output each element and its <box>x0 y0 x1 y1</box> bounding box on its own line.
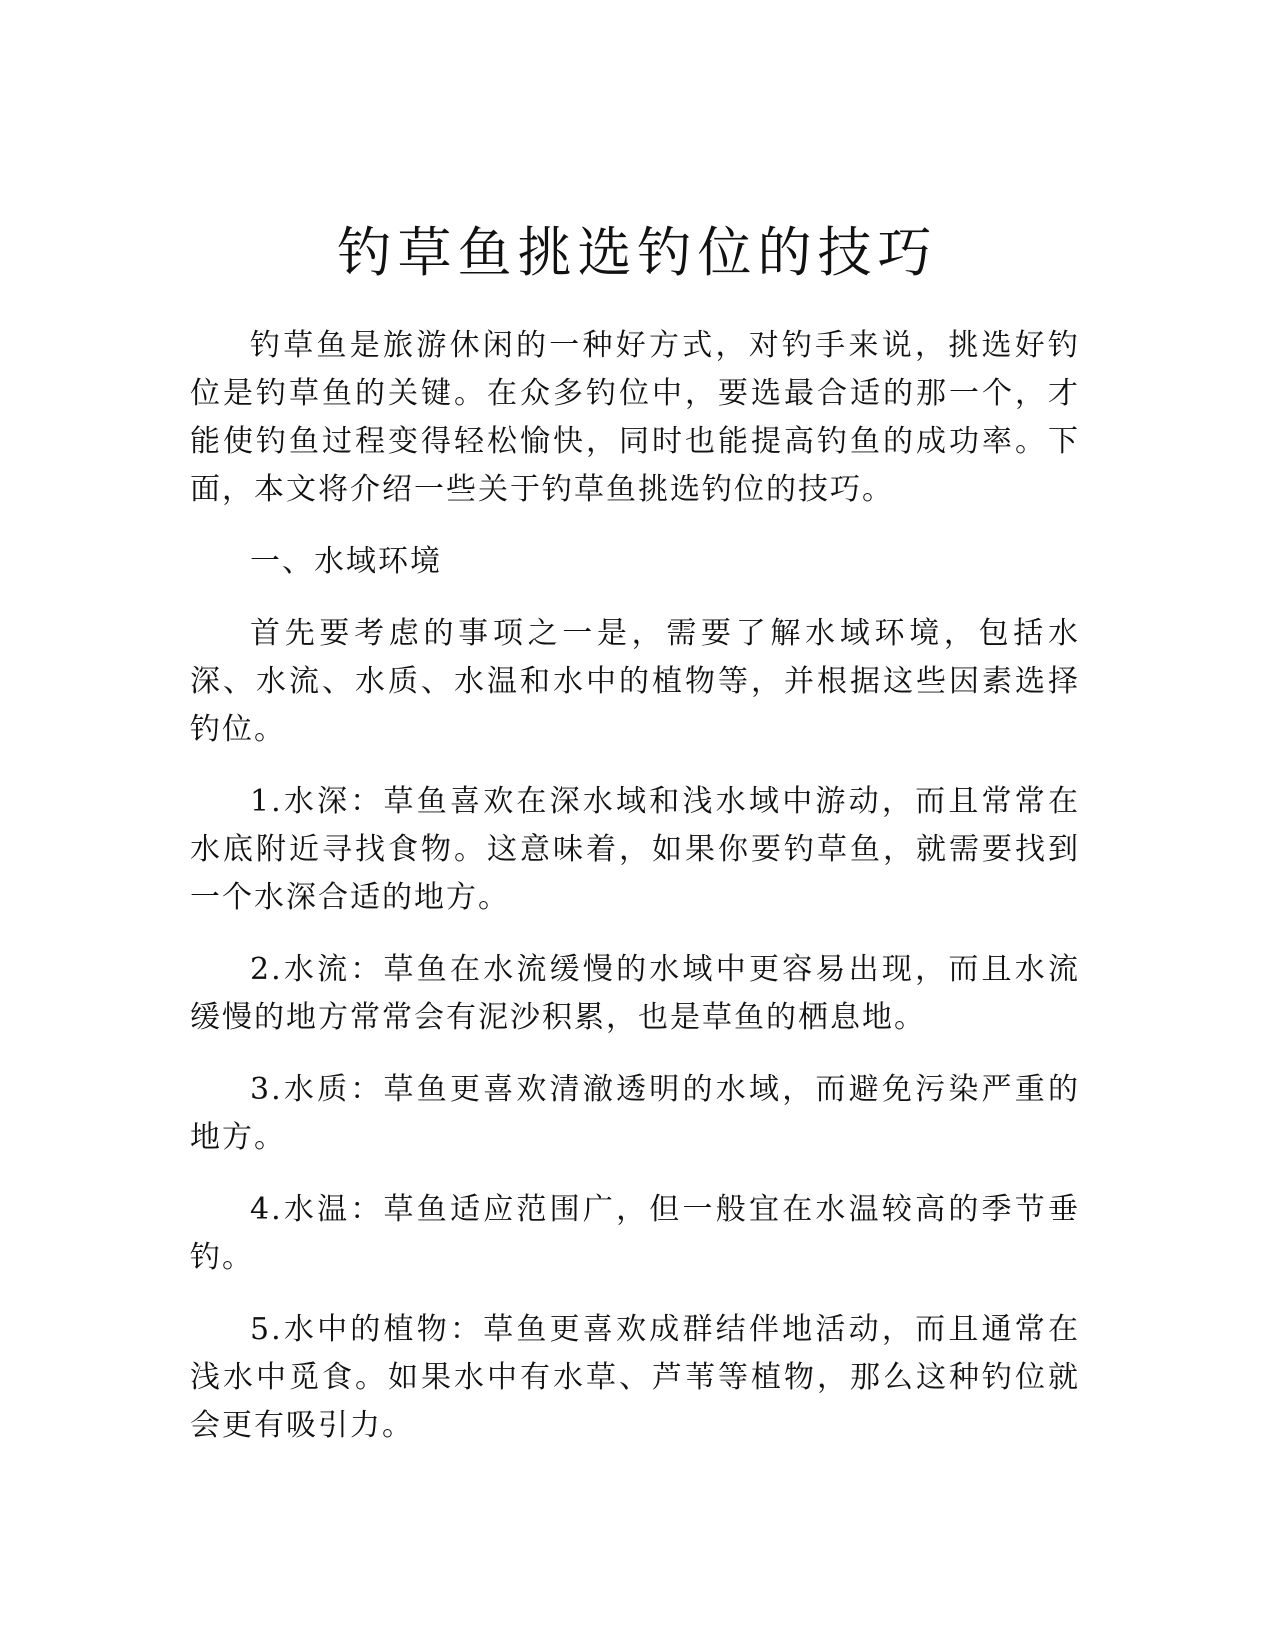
item-water-plants: 5.水中的植物：草鱼更喜欢成群结伴地活动，而且通常在浅水中觅食。如果水中有水草、芦苇等植物，那么这种钓位就会更有吸引力。 <box>190 1312 1080 1443</box>
section-intro-paragraph: 首先要考虑的事项之一是，需要了解水域环境，包括水深、水流、水质、水温和水中的植物等，并根据这些因素选择钓位。 <box>190 616 1080 747</box>
document-body <box>190 322 1080 1474</box>
intro-paragraph: 钓草鱼是旅游休闲的一种好方式，对钓手来说，挑选好钓位是钓草鱼的关键。在众多钓位中，要选最合适的那一个，才能使钓鱼过程变得轻松愉快，同时也能提高钓鱼的成功率。下面，本文将介绍一些关于钓草鱼挑选钓位的技巧。 <box>190 328 1080 507</box>
item-water-flow: 2.水流：草鱼在水流缓慢的水域中更容易出现，而且水流缓慢的地方常常会有泥沙积累，也是草鱼的栖息地。 <box>190 952 1080 1035</box>
item-water-temperature: 4.水温：草鱼适应范围广，但一般宜在水温较高的季节垂钓。 <box>190 1192 1080 1275</box>
item-water-quality: 3.水质：草鱼更喜欢清澈透明的水域，而避免污染严重的地方。 <box>190 1072 1080 1155</box>
section-heading-water-environment: 一、水域环境 <box>250 544 442 579</box>
item-water-depth: 1.水深：草鱼喜欢在深水域和浅水域中游动，而且常常在水底附近寻找食物。这意味着，如果你要钓草鱼，就需要找到一个水深合适的地方。 <box>190 784 1080 915</box>
document-title: 钓草鱼挑选钓位的技巧 <box>337 221 938 284</box>
